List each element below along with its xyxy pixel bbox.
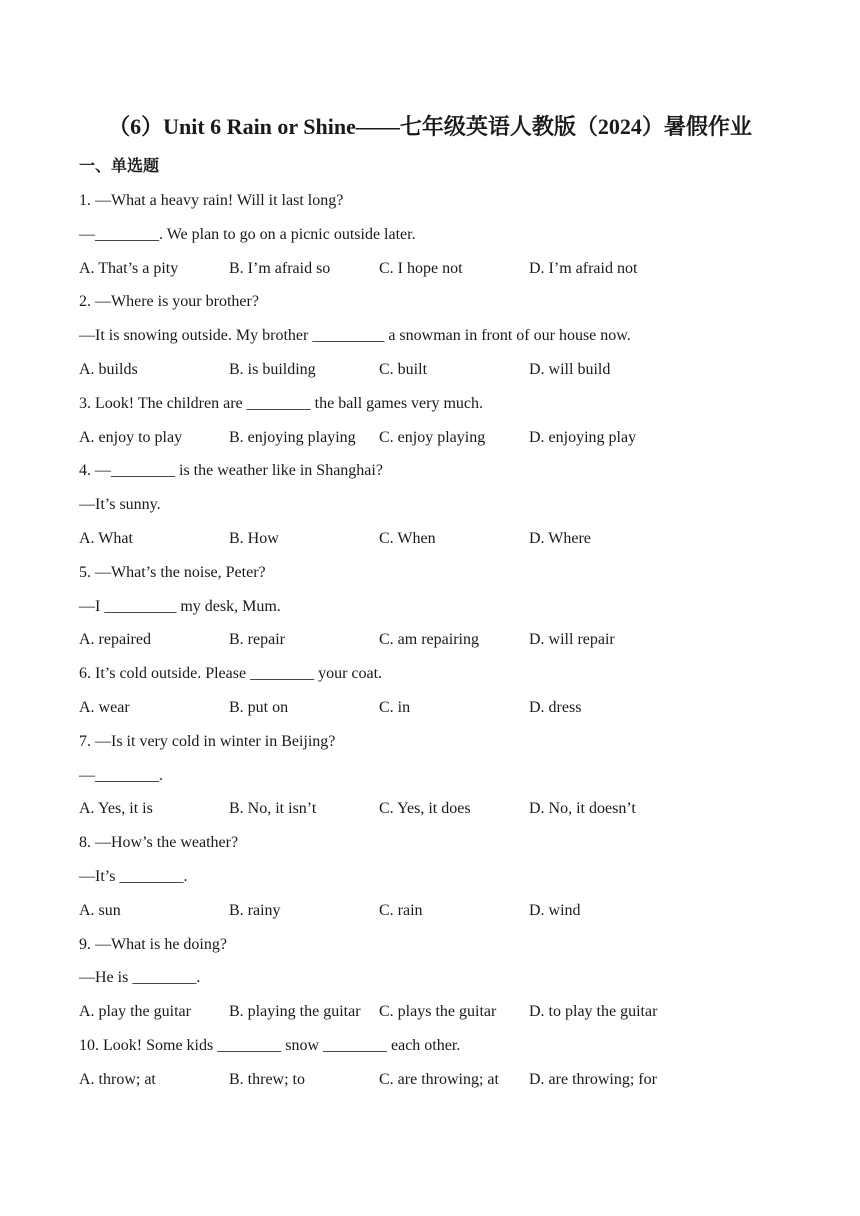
question-stem: 4. —________ is the weather like in Shanghai? (79, 462, 383, 480)
answer-options (79, 995, 819, 1029)
option-c: C. I hope not (379, 259, 463, 277)
question-stem: 2. —Where is your brother? (79, 293, 259, 311)
page-title: （6）Unit 6 Rain or Shine——七年级英语人教版（2024）暑假作业 (108, 114, 752, 139)
option-c: C. am repairing (379, 631, 479, 649)
question-stem: 10. Look! Some kids ________ snow ________ each other. (79, 1036, 461, 1054)
answer-options (79, 623, 819, 657)
question-stem: 8. —How’s the weather? (79, 834, 239, 852)
option-a: A. repaired (79, 631, 151, 649)
question-response-line: —________. We plan to go on a picnic outside later. (79, 225, 416, 243)
question-response-line: —I _________ my desk, Mum. (79, 597, 281, 615)
answer-options (79, 252, 819, 286)
option-b: B. playing the guitar (229, 1003, 361, 1021)
section-heading: 一、单选题 (79, 158, 160, 175)
question-response-line: —He is ________. (79, 969, 201, 987)
option-b: B. put on (229, 698, 289, 716)
option-d: D. wind (529, 901, 581, 919)
answer-options (79, 792, 819, 826)
option-b: B. is building (229, 360, 316, 378)
question-stem: 6. It’s cold outside. Please ________ your coat. (79, 665, 383, 683)
question-5 (79, 556, 819, 657)
option-d: D. to play the guitar (529, 1003, 658, 1021)
option-c: C. plays the guitar (379, 1003, 497, 1021)
question-stem: 9. —What is he doing? (79, 935, 227, 953)
question-2 (79, 285, 819, 386)
option-a: A. builds (79, 360, 138, 378)
option-a: A. play the guitar (79, 1003, 191, 1021)
question-3 (79, 387, 819, 455)
option-d: D. Where (529, 529, 591, 547)
option-b: B. threw; to (229, 1070, 305, 1088)
option-c: C. rain (379, 901, 423, 919)
question-response-line: —It is snowing outside. My brother _________ a snowman in front of our house now. (79, 327, 631, 345)
question-4 (79, 454, 819, 555)
option-c: C. enjoy playing (379, 428, 486, 446)
option-b: B. I’m afraid so (229, 259, 331, 277)
question-7 (79, 725, 819, 826)
question-response-line: —It’s ________. (79, 867, 188, 885)
answer-options (79, 691, 819, 725)
answer-options (79, 522, 819, 556)
option-a: A. enjoy to play (79, 428, 183, 446)
option-d: D. will repair (529, 631, 615, 649)
question-response-line: —________. (79, 766, 163, 784)
option-b: B. rainy (229, 901, 281, 919)
option-a: A. throw; at (79, 1070, 156, 1088)
option-c: C. in (379, 698, 411, 716)
option-b: B. How (229, 529, 279, 547)
option-c: C. Yes, it does (379, 800, 471, 818)
question-1 (79, 184, 819, 285)
option-b: B. enjoying playing (229, 428, 356, 446)
question-8 (79, 826, 819, 927)
question-6 (79, 657, 819, 725)
answer-options (79, 894, 819, 928)
answer-options (79, 1063, 819, 1097)
option-b: B. No, it isn’t (229, 800, 317, 818)
answer-options (79, 421, 819, 455)
option-c: C. are throwing; at (379, 1070, 499, 1088)
option-a: A. That’s a pity (79, 259, 179, 277)
question-stem: 3. Look! The children are ________ the ball games very much. (79, 394, 484, 412)
option-d: D. will build (529, 360, 611, 378)
question-stem: 5. —What’s the noise, Peter? (79, 563, 266, 581)
question-stem: 7. —Is it very cold in winter in Beijing? (79, 732, 336, 750)
option-a: A. Yes, it is (79, 800, 153, 818)
option-d: D. I’m afraid not (529, 259, 638, 277)
answer-options (79, 353, 819, 387)
option-d: D. No, it doesn’t (529, 800, 636, 818)
question-stem: 1. —What a heavy rain! Will it last long? (79, 192, 344, 209)
question-list (79, 184, 819, 1097)
option-c: C. When (379, 529, 436, 547)
option-b: B. repair (229, 631, 285, 649)
question-10 (79, 1029, 819, 1097)
question-response-line: —It’s sunny. (79, 496, 161, 514)
option-d: D. enjoying play (529, 428, 637, 446)
option-a: A. wear (79, 698, 130, 716)
option-a: A. sun (79, 901, 121, 919)
option-d: D. dress (529, 698, 582, 716)
option-a: A. What (79, 529, 133, 547)
question-9 (79, 928, 819, 1029)
option-d: D. are throwing; for (529, 1070, 657, 1088)
option-c: C. built (379, 360, 428, 378)
